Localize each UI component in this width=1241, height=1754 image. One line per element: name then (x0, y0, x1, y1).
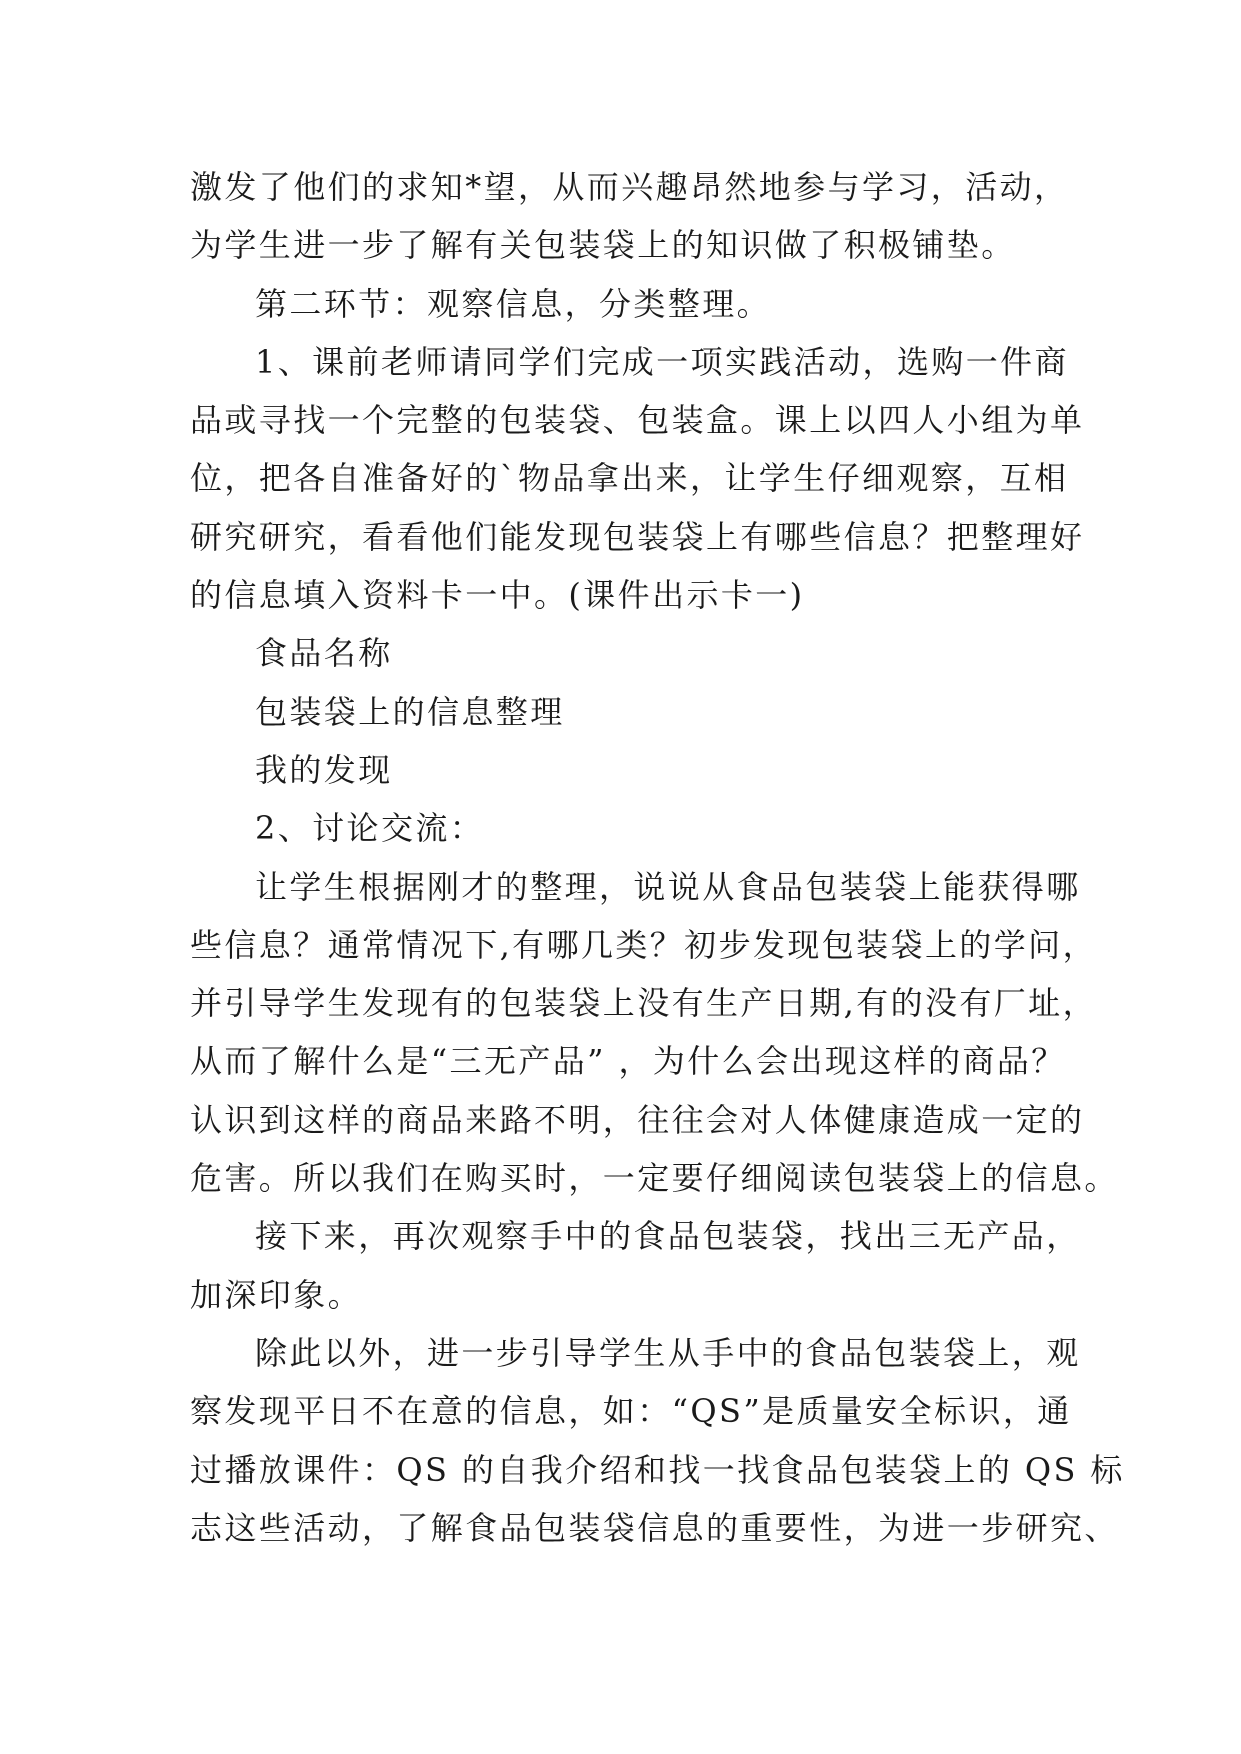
text-line: 让学生根据刚才的整理，说说从食品包装袋上能获得哪 (255, 867, 1081, 906)
text-line: 些信息？通常情况下,有哪几类？初步发现包装袋上的学问， (190, 925, 1097, 964)
text-line: 品或寻找一个完整的包装袋、包装盒。课上以四人小组为单 (190, 401, 1085, 440)
document-body (190, 158, 1125, 1557)
card-field-label: 食品名称 (255, 634, 393, 673)
text-line: 志这些活动，了解食品包装袋信息的重要性，为进一步研究、 (190, 1508, 1119, 1547)
text-line: 过播放课件：QS 的自我介绍和找一找食品包装袋上的 QS 标 (190, 1450, 1125, 1489)
text-line: 认识到这样的商品来路不明，往往会对人体健康造成一定的 (190, 1100, 1085, 1139)
text-line: 1、课前老师请同学们完成一项实践活动，选购一件商 (255, 342, 1069, 381)
card-field-label: 包装袋上的信息整理 (255, 692, 565, 731)
text-line: 2、讨论交流： (255, 809, 485, 848)
text-line: 加深印象。 (190, 1275, 363, 1314)
text-line: 接下来，再次观察手中的食品包装袋，找出三无产品， (255, 1217, 1081, 1256)
text-line: 危害。所以我们在购买时，一定要仔细阅读包装袋上的信息。 (190, 1159, 1119, 1198)
text-line: 并引导学生发现有的包装袋上没有生产日期,有的没有厂址， (190, 984, 1097, 1023)
section-heading: 第二环节：观察信息，分类整理。 (255, 284, 772, 323)
card-field-label: 我的发现 (255, 750, 393, 789)
text-line: 除此以外，进一步引导学生从手中的食品包装袋上，观 (255, 1333, 1081, 1372)
text-line: 为学生进一步了解有关包装袋上的知识做了积极铺垫。 (190, 226, 1016, 265)
text-line: 从而了解什么是“三无产品” ，为什么会出现这样的商品？ (190, 1042, 1066, 1081)
text-line: 位，把各自准备好的`物品拿出来，让学生仔细观察，互相 (190, 459, 1069, 498)
text-line: 激发了他们的求知*望，从而兴趣昂然地参与学习，活动， (190, 168, 1069, 206)
text-line: 察发现平日不在意的信息，如：“QS”是质量安全标识，通 (190, 1392, 1072, 1431)
text-line: 研究研究，看看他们能发现包装袋上有哪些信息？把整理好 (190, 517, 1085, 556)
text-line: 的信息填入资料卡一中。(课件出示卡一) (190, 576, 805, 615)
